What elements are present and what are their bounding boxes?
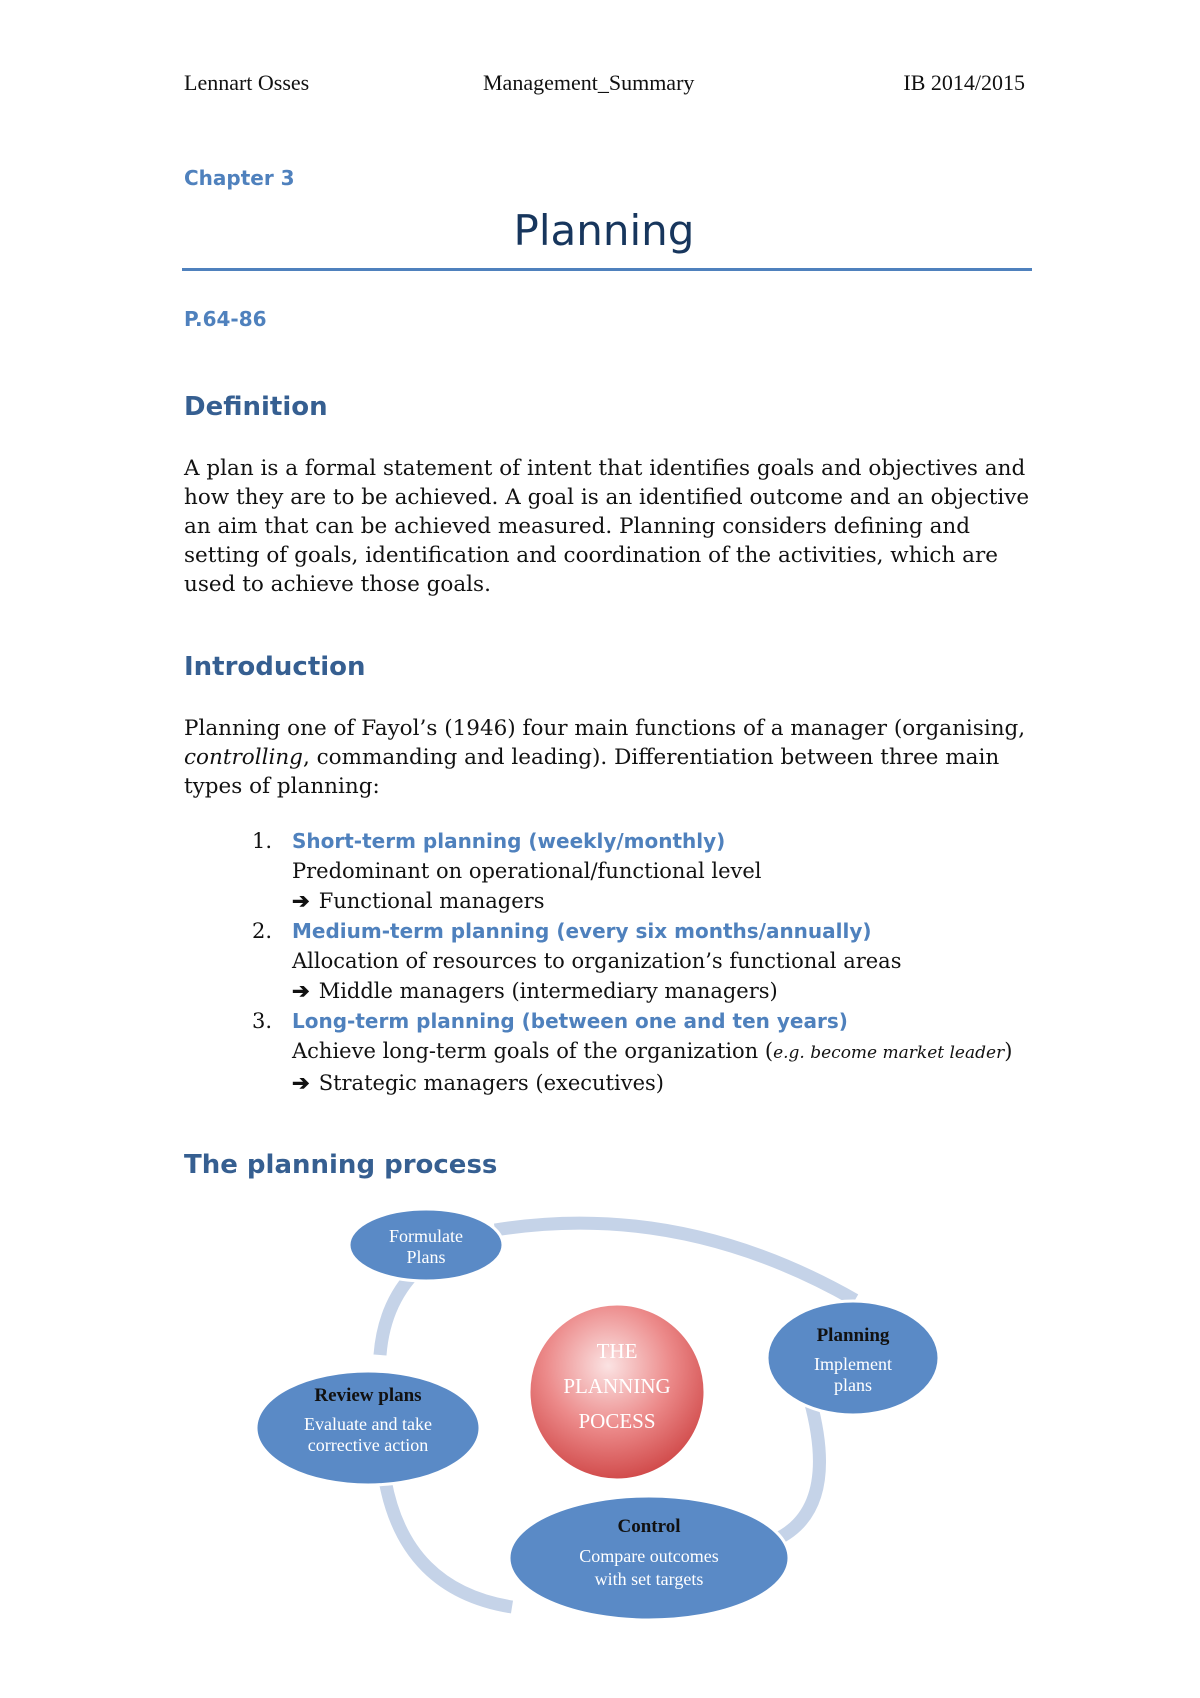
header-course: IB 2014/2015 [903,70,1025,95]
role-text: Middle managers (intermediary managers) [318,979,778,1003]
introduction-text-after: , commanding and leading). Differentiation between three main types of planning: [184,745,1000,799]
process-heading: The planning process [184,1150,498,1180]
node-review-plans [256,1371,480,1485]
center-line-3: POCESS [578,1409,656,1433]
node-review-line-2: corrective action [307,1435,429,1455]
list-item-label: Long-term planning (between one and ten years) [292,1009,848,1033]
description-example: e.g. become market leader [773,1043,1005,1063]
title-divider [182,268,1032,271]
introduction-text [184,714,1044,801]
ring-segment-top [495,1223,855,1300]
introduction-heading: Introduction [184,652,366,682]
list-number: 1. [252,829,273,853]
arrow-right-icon: ➔ [292,1070,310,1095]
list-item-description [292,1036,1052,1068]
planning-types-list [252,826,1052,1098]
list-number: 3. [252,1009,273,1033]
list-number: 2. [252,919,273,943]
list-item-role [292,886,1052,916]
node-control-title: Control [617,1516,681,1537]
node-formulate-line-1: Formulate [389,1226,463,1246]
list-item-long-term [252,1006,1052,1098]
role-text: Strategic managers (executives) [318,1071,664,1095]
planning-process-diagram [250,1205,970,1645]
node-review-line-1: Evaluate and take [304,1414,432,1434]
chapter-label: Chapter 3 [184,166,295,190]
node-control-line-1: Compare outcomes [579,1546,719,1566]
node-control [509,1496,789,1620]
page-range: P.64-86 [184,307,267,331]
center-line-2: PLANNING [563,1374,671,1398]
arrow-right-icon: ➔ [292,888,310,913]
node-formulate-line-2: Plans [406,1247,446,1267]
header-document: Management_Summary [483,70,695,95]
ring-segment-right [775,1400,819,1540]
list-item-role [292,976,1052,1006]
definition-heading: Definition [184,392,328,422]
ring-segment-bottom [385,1480,512,1607]
list-item-description [292,856,1052,886]
description-text: Predominant on operational/functional level [292,859,762,883]
role-text: Functional managers [318,889,545,913]
list-item-role [292,1068,1052,1098]
description-text: Achieve long-term goals of the organization ( [292,1039,774,1063]
node-control-line-2: with set targets [594,1569,704,1589]
description-text: Allocation of resources to organization’s functional areas [292,949,902,973]
definition-text: A plan is a formal statement of intent that identifies goals and objectives and how they are to be achieved. A goal is an identified outcome and an objective an aim that can be achieved measured. Planning considers defining and setting of goals, identification and coordination of the activities, which are used to achieve those goals. [184,456,1030,597]
arrow-right-icon: ➔ [292,978,310,1003]
node-planning-line-2: plans [834,1375,872,1395]
introduction-text-italic: controlling [184,745,303,770]
node-planning [767,1301,939,1415]
header-author: Lennart Osses [184,70,310,95]
center-line-1: THE [596,1339,638,1363]
planning-cycle-svg [250,1205,970,1645]
node-formulate-plans [349,1209,503,1281]
node-review-title: Review plans [314,1385,422,1406]
list-item-short-term [252,826,1052,916]
list-item-description [292,946,1052,976]
introduction-text-before: Planning one of Fayol’s (1946) four main functions of a manager (organising, [184,716,1026,741]
node-planning-line-1: Implement [814,1354,892,1374]
list-item-label: Medium-term planning (every six months/annually) [292,919,872,943]
list-item-medium-term [252,916,1052,1006]
list-item-label: Short-term planning (weekly/monthly) [292,829,726,853]
center-circle [529,1304,705,1480]
description-tail: ) [1004,1039,1013,1063]
node-planning-title: Planning [816,1325,890,1346]
page-title: Planning [513,206,695,255]
